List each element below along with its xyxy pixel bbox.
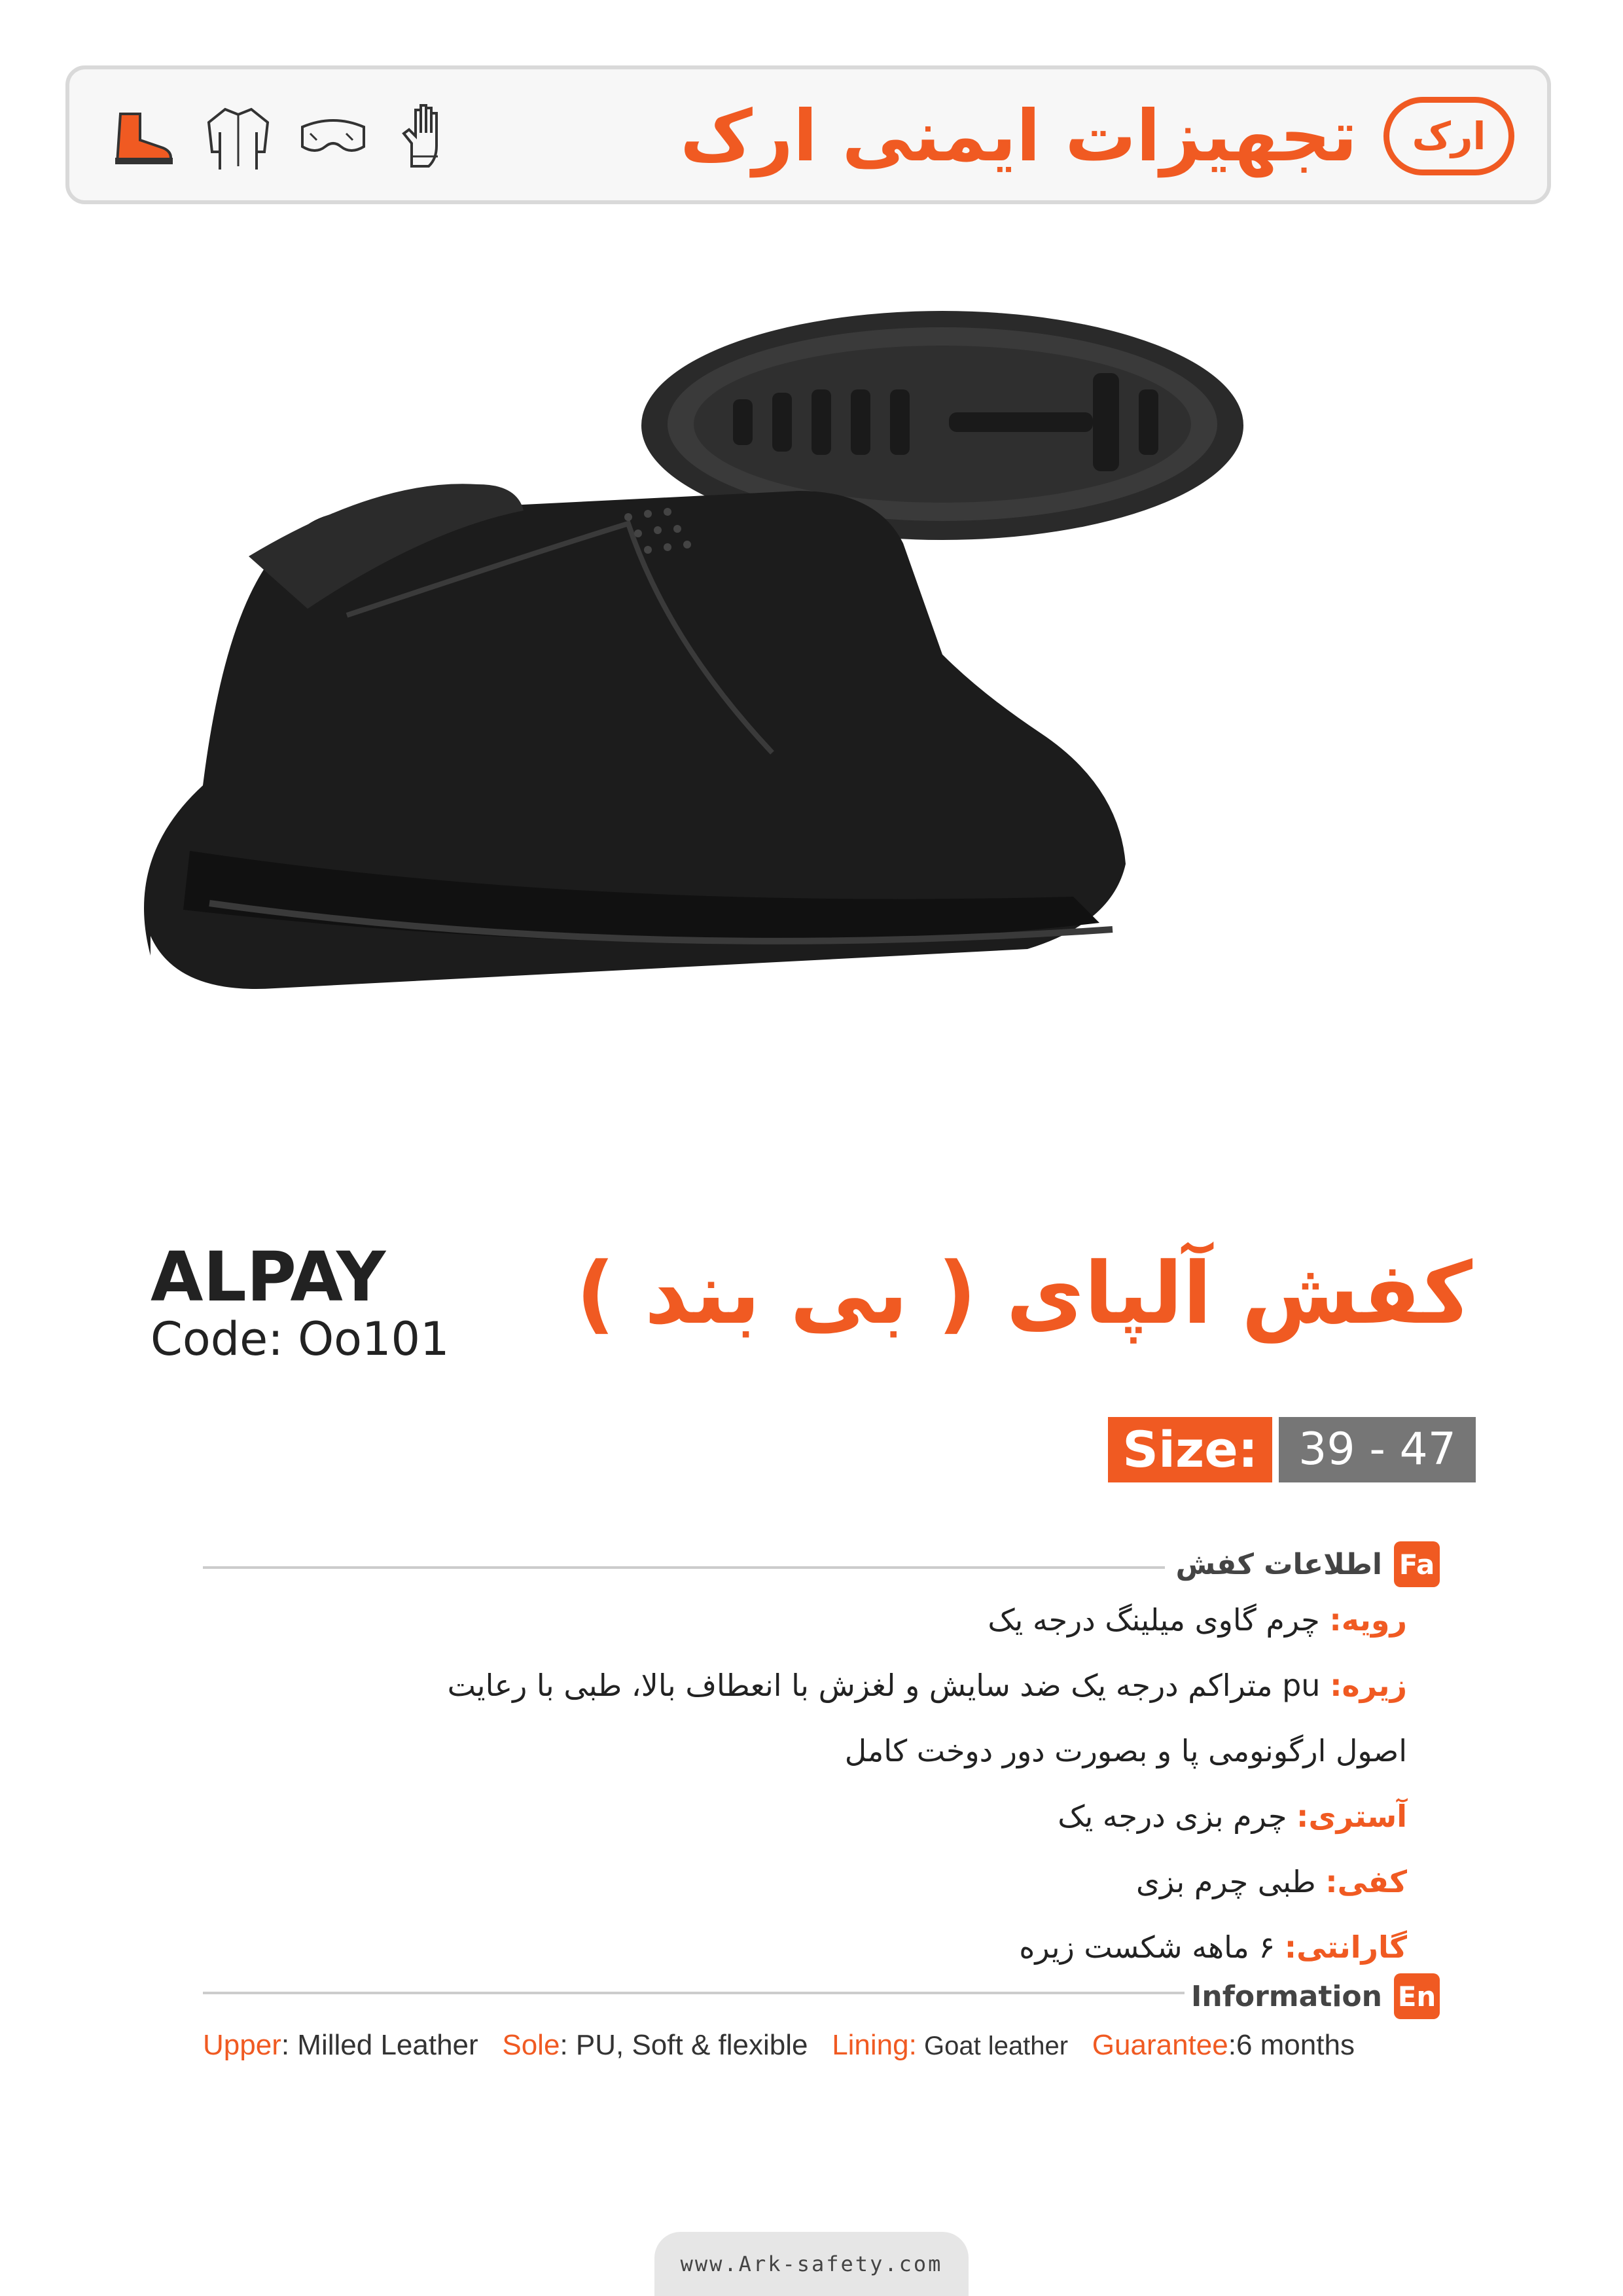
model-name: ALPAY	[151, 1237, 386, 1317]
sole-value: : PU, Soft & flexible	[560, 2029, 808, 2061]
glove-icon[interactable]	[390, 102, 465, 171]
spec-lining	[164, 1784, 1407, 1849]
spec-value: اصول ارگونومی پا و بصورت دور دوخت کامل	[844, 1733, 1407, 1768]
fa-tag: Fa	[1394, 1541, 1440, 1587]
lining-value: Goat leather	[916, 2032, 1069, 2060]
spec-key: زیره:	[1330, 1668, 1407, 1703]
spec-value: طبی چرم بزی	[1136, 1864, 1326, 1899]
goggles-icon[interactable]	[295, 102, 370, 171]
category-icons	[105, 102, 465, 171]
footer-website[interactable]	[654, 2232, 969, 2296]
product-title-fa: کفش آلپای ( بی بند )	[576, 1244, 1472, 1343]
sole-key: Sole	[502, 2029, 560, 2061]
boot-icon[interactable]	[105, 102, 181, 171]
coverall-icon[interactable]	[200, 102, 276, 171]
upper-key: Upper	[203, 2029, 281, 2061]
lining-key: Lining:	[832, 2029, 917, 2061]
en-section-title: Information	[1191, 1979, 1382, 2013]
size-label: Size:	[1108, 1417, 1272, 1482]
en-tag: En	[1394, 1973, 1440, 2019]
fa-specs	[164, 1587, 1407, 1980]
en-section-heading	[1191, 1973, 1440, 2019]
brand-name: تجهیزات ایمنی ارک	[680, 95, 1357, 177]
size-value: 39 - 47	[1279, 1417, 1476, 1482]
spec-value: چرم گاوی میلینگ درجه یک	[988, 1602, 1330, 1638]
size-badge	[1108, 1417, 1476, 1482]
model-code	[151, 1312, 450, 1366]
spec-sole	[164, 1653, 1407, 1718]
shoe-image	[144, 484, 1126, 989]
brand	[680, 97, 1514, 175]
code-value: Oo101	[298, 1312, 450, 1366]
spec-key: گارانتی:	[1284, 1929, 1407, 1965]
brand-logo	[1383, 97, 1514, 175]
en-specs	[203, 2029, 1355, 2062]
spec-value: ۶ ماهه شکست زیره	[1019, 1929, 1285, 1965]
spec-upper	[164, 1587, 1407, 1653]
spec-sole-continued	[164, 1718, 1407, 1784]
code-label: Code:	[151, 1312, 283, 1366]
spec-guarantee	[164, 1914, 1407, 1980]
spec-key: آستری:	[1296, 1799, 1407, 1834]
spec-value: pu متراکم درجه یک ضد سایش و لغزش با انعطاف بالا، طبی با رعایت	[447, 1668, 1330, 1703]
logo-text: ارک	[1412, 114, 1486, 158]
guarantee-key: Guarantee	[1092, 2029, 1228, 2061]
en-divider	[203, 1992, 1185, 1994]
fa-section-title: اطلاعات کفش	[1175, 1547, 1382, 1581]
spec-key: کفی:	[1325, 1864, 1407, 1899]
spec-key: رویه:	[1329, 1602, 1407, 1638]
guarantee-value: :6 months	[1228, 2029, 1355, 2061]
spec-value: چرم بزی درجه یک	[1058, 1799, 1297, 1834]
fa-divider	[203, 1566, 1165, 1569]
product-image	[131, 249, 1558, 1191]
upper-value: : Milled Leather	[281, 2029, 478, 2061]
spec-insole	[164, 1849, 1407, 1914]
fa-section-heading	[1176, 1541, 1440, 1587]
header-banner	[65, 65, 1551, 204]
website-link[interactable]: www.Ark-safety.com	[680, 2251, 943, 2276]
